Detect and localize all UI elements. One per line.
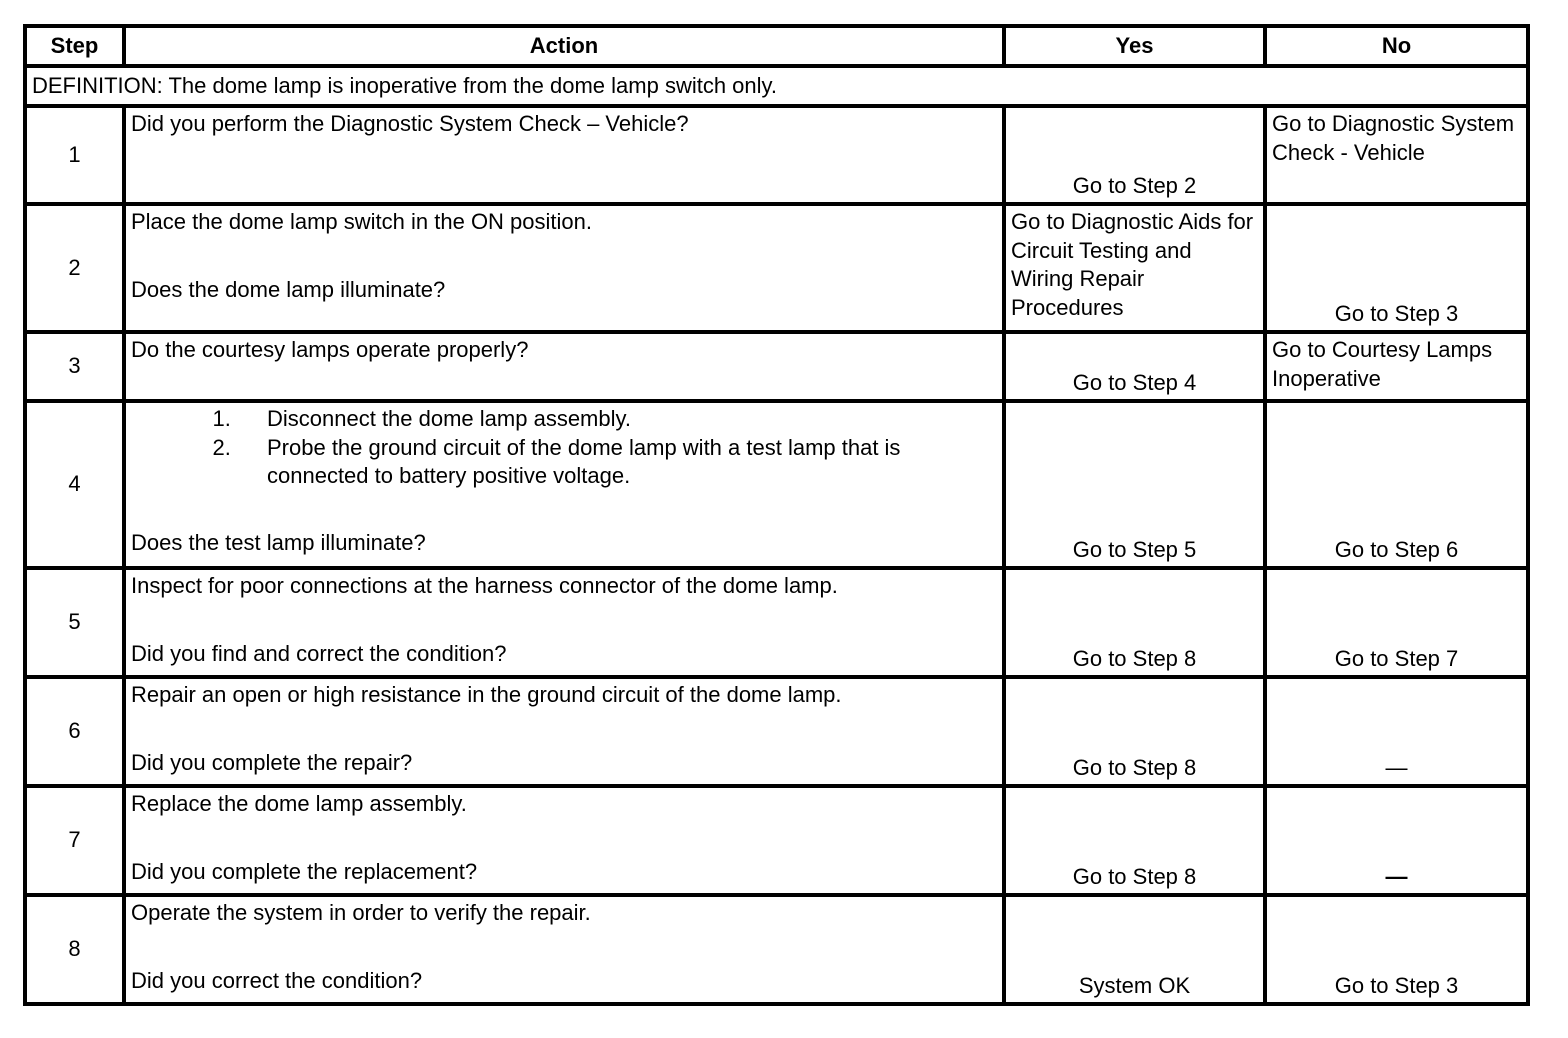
yes-cell: Go to Step 2	[1004, 106, 1265, 204]
header-yes: Yes	[1004, 26, 1265, 66]
definition-text: DEFINITION: The dome lamp is inoperative from the dome lamp switch only.	[25, 66, 1528, 106]
header-row	[25, 26, 1528, 66]
step-number: 7	[25, 786, 124, 895]
action-question: Did you complete the replacement?	[131, 858, 478, 884]
step-number: 8	[25, 895, 124, 1004]
substep-list	[131, 405, 997, 491]
action-cell	[124, 895, 1004, 1004]
definition-row	[25, 66, 1528, 106]
action-cell	[124, 568, 1004, 677]
no-cell: Go to Courtesy Lamps Inoperative	[1265, 332, 1528, 401]
action-cell: Did you perform the Diagnostic System Check – Vehicle?	[124, 106, 1004, 204]
header-step: Step	[25, 26, 124, 66]
yes-cell: Go to Step 4	[1004, 332, 1265, 401]
table-row	[25, 568, 1528, 677]
action-instruction: Replace the dome lamp assembly.	[131, 791, 467, 816]
yes-cell: Go to Step 5	[1004, 401, 1265, 568]
step-number: 4	[25, 401, 124, 568]
step-number: 2	[25, 204, 124, 332]
no-cell: —	[1265, 786, 1528, 895]
no-cell: Go to Step 3	[1265, 895, 1528, 1004]
header-no: No	[1265, 26, 1528, 66]
action-cell	[124, 786, 1004, 895]
substep-item: 1. Disconnect the dome lamp assembly.	[237, 405, 997, 434]
action-instruction: Inspect for poor connections at the harness connector of the dome lamp.	[131, 573, 838, 598]
step-number: 1	[25, 106, 124, 204]
action-cell	[124, 204, 1004, 332]
no-cell: Go to Diagnostic System Check - Vehicle	[1265, 106, 1528, 204]
action-question: Did you correct the condition?	[131, 967, 423, 993]
no-cell: —	[1265, 677, 1528, 786]
table-row	[25, 786, 1528, 895]
yes-cell: Go to Step 8	[1004, 786, 1265, 895]
yes-cell: Go to Step 8	[1004, 677, 1265, 786]
table-row	[25, 401, 1528, 568]
step-number: 5	[25, 568, 124, 677]
action-cell	[124, 401, 1004, 568]
diagnostic-table	[23, 24, 1530, 1006]
step-number: 3	[25, 332, 124, 401]
action-cell	[124, 677, 1004, 786]
action-question: Does the dome lamp illuminate?	[131, 276, 446, 302]
table-row	[25, 204, 1528, 332]
table-row	[25, 332, 1528, 401]
table-row	[25, 677, 1528, 786]
action-instruction: Repair an open or high resistance in the ground circuit of the dome lamp.	[131, 682, 842, 707]
yes-cell: System OK	[1004, 895, 1265, 1004]
no-cell: Go to Step 7	[1265, 568, 1528, 677]
no-cell: Go to Step 3	[1265, 204, 1528, 332]
yes-cell: Go to Diagnostic Aids for Circuit Testing and Wiring Repair Procedures	[1004, 204, 1265, 332]
action-instruction: Place the dome lamp switch in the ON position.	[131, 209, 593, 234]
action-cell: Do the courtesy lamps operate properly?	[124, 332, 1004, 401]
action-question: Does the test lamp illuminate?	[131, 529, 426, 555]
header-action: Action	[124, 26, 1004, 66]
substep-item: 2. Probe the ground circuit of the dome lamp with a test lamp that is connected to battery positive voltage.	[237, 434, 997, 491]
step-number: 6	[25, 677, 124, 786]
no-cell: Go to Step 6	[1265, 401, 1528, 568]
table-row	[25, 895, 1528, 1004]
table-row	[25, 106, 1528, 204]
yes-cell: Go to Step 8	[1004, 568, 1265, 677]
action-question: Did you find and correct the condition?	[131, 640, 507, 666]
action-question: Did you complete the repair?	[131, 749, 413, 775]
action-instruction: Operate the system in order to verify the repair.	[131, 900, 591, 925]
